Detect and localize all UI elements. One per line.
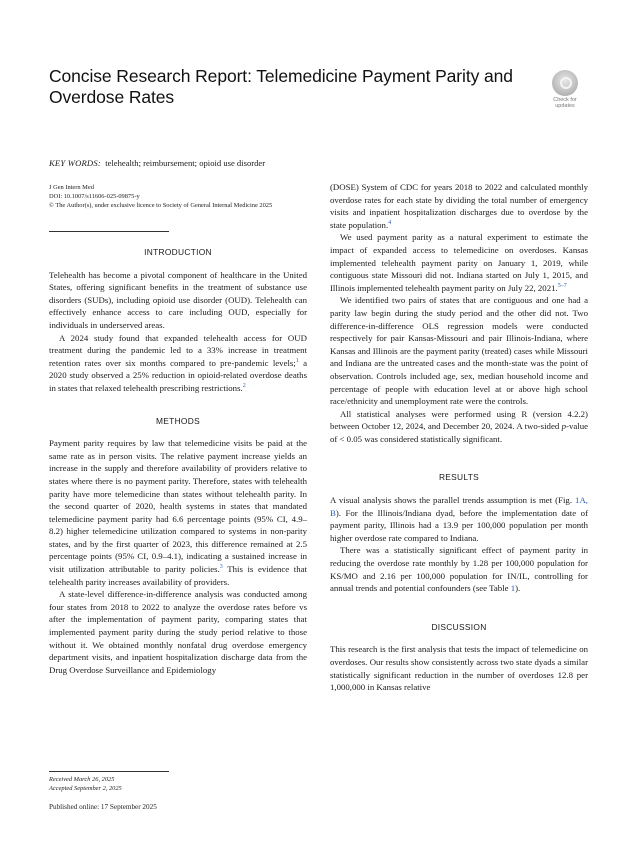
- section-heading-results: RESULTS: [438, 472, 480, 483]
- results-paragraph-2: There was a statistically significant effect of payment parity in reducing the overdose rate monthly by 1.28 per 100,000 population for KS/MO and 2.16 per 100,000 population for IN/IL, controlling for annual trends and potential confounders (see Table 1).: [330, 545, 588, 594]
- citation-2[interactable]: 2: [242, 383, 246, 390]
- accepted-date: Accepted September 2, 2025: [49, 784, 122, 792]
- keywords: [49, 158, 589, 168]
- published-date: Published online: 17 September 2025: [49, 803, 157, 811]
- check-for-updates-badge[interactable]: [548, 70, 582, 109]
- methods-paragraph-2: A state-level difference-in-difference analysis was conducted among four states from 2018 to 2022 to analyze the overdose rates before vs after the implementation of payment parity, comparing states that implemented payment parity during the study period relative to those without it. We obtained monthly nonfatal drug overdose emergency department visits, and inpatient hospitalization discharge data from the Drug Overdose Surveillance and Epidemiology: [49, 589, 307, 675]
- article-dates: [49, 776, 122, 793]
- keywords-label: KEY WORDS:: [49, 158, 101, 168]
- methods-paragraph-6: All statistical analyses were performed using R (version 4.2.2) between October 12, 2024, and December 20, 2024. A two-sided p-value of < 0.05 was considered statistically significant.: [330, 408, 588, 444]
- citation-1[interactable]: 1: [295, 357, 299, 364]
- meta-divider: [49, 231, 169, 232]
- methods-paragraph-5: We identified two pairs of states that are contiguous and one had a parity law begin during the study period and the other did not. Two difference-in-difference OLS regression models were conducted respectively for pair Kansas-Missouri and pair Illinois-Indiana, where Kansas and Illinois are the payment parity (treated) cases while Missouri and Indiana are the untreated cases and the month-state was the point of observation. Controls included age, sex, median household income and percentage of people with education level at or above high school race/ethnicity and unemployment rate were the controls.: [330, 295, 588, 407]
- methods-paragraph-1: Payment parity requires by law that telemedicine visits be paid at the same rate as in person visits. The relative payment increase yields an increase in the supply and therefore availability of providers relative to states where there is no payment parity. Therefore, states with telehealth parity have more telemedicine than states without telehealth parity. In the second quarter of 2020, health systems in states that mandated telemedicine payment parity had 6.6 percentage points (95% CI, 4.9–8.2) higher telemedicine utilization compared to systems in non-parity states, and by the first quarter of 2023, this difference remained at 2.5 percentage points (95% CI, 0.9–4.1), indicating a sustained increase in visit utilization attributable to parity policies.$^3$ This is evidence that telehealth parity increases availability of providers.: [49, 438, 307, 587]
- methods-paragraph-3: (DOSE) System of CDC for years 2018 to 2022 and calculated monthly overdose rates for each state by dividing the total number of emergency visits and inpatient hospitalization discharges due to overdose by the state population.$^4$: [330, 182, 588, 230]
- results-paragraph-1: A visual analysis shows the parallel trends assumption is met (Fig. 1A, B). For the Illinois/Indiana dyad, before the implementation date of payment parity, Illinois had a 13.9 per 100,000 population per month higher overdose rate compared to Indiana.: [330, 495, 588, 543]
- methods-paragraph-4: We used payment parity as a natural experiment to estimate the impact of expanded access to telemedicine on overdoses. Kansas implemented telehealth payment parity on January 1, 2019, while contiguous state Missouri did not. Indiana started on July 1, 2015, and Illinois implemented telehealth payment parity on July 22, 2021.$^{5-7}$: [330, 232, 588, 293]
- intro-paragraph-2: A 2024 study found that expanded telehealth access for OUD treatment during the pandemic led to a 33% increase in treatment retention rates over six months compared to pre-pandemic levels;$^1$ a 2020 study observed a 25% reduction in opioid-related overdose deaths in states that relaxed telehealth prescribing restrictions.$^2$: [49, 332, 307, 393]
- section-heading-introduction: INTRODUCTION: [144, 247, 212, 257]
- discussion-paragraph-1: This research is the first analysis that tests the impact of telemedicine on overdoses. Our results show consistently across two state dyads a similar statistically significant reduction in the number of overdoses 12.8 per 1,000,000 in Kansas relative: [330, 644, 588, 693]
- badge-label: Check for updates: [553, 97, 577, 109]
- citation-5-7[interactable]: 5–7: [557, 282, 567, 289]
- right-column: [330, 181, 588, 694]
- check-for-updates-icon: [552, 70, 578, 96]
- left-column: [49, 246, 307, 676]
- figure-1-link[interactable]: 1A, B: [330, 495, 588, 518]
- license: © The Author(s), under exclusive licence to Society of General Internal Medicine 2025: [49, 202, 273, 209]
- section-heading-discussion: DISCUSSION: [431, 621, 487, 632]
- citation-3[interactable]: 3: [219, 564, 223, 571]
- journal-name: J Gen Intern Med: [49, 184, 94, 191]
- citation-4[interactable]: 4: [388, 219, 392, 226]
- section-heading-methods: METHODS: [156, 415, 200, 426]
- footer-divider: [49, 771, 169, 772]
- keywords-text: telehealth; reimbursement; opioid use disorder: [105, 158, 266, 168]
- table-1-link[interactable]: 1: [510, 583, 516, 594]
- doi[interactable]: DOI: 10.1007/s11606-025-09875-y: [49, 193, 140, 200]
- article-title: Concise Research Report: Telemedicine Payment Parity and Overdose Rates: [49, 66, 513, 107]
- intro-paragraph-1: Telehealth has become a pivotal component of healthcare in the United States, offering significant benefits in the treatment of substance use disorders (SUDs), including opioid use disorder (OUD). Telehealth can effectively enhance access to care including OUD, especially for individuals in underserved areas.: [49, 269, 307, 330]
- article-meta: [49, 183, 289, 210]
- received-date: Received March 26, 2025: [49, 776, 115, 783]
